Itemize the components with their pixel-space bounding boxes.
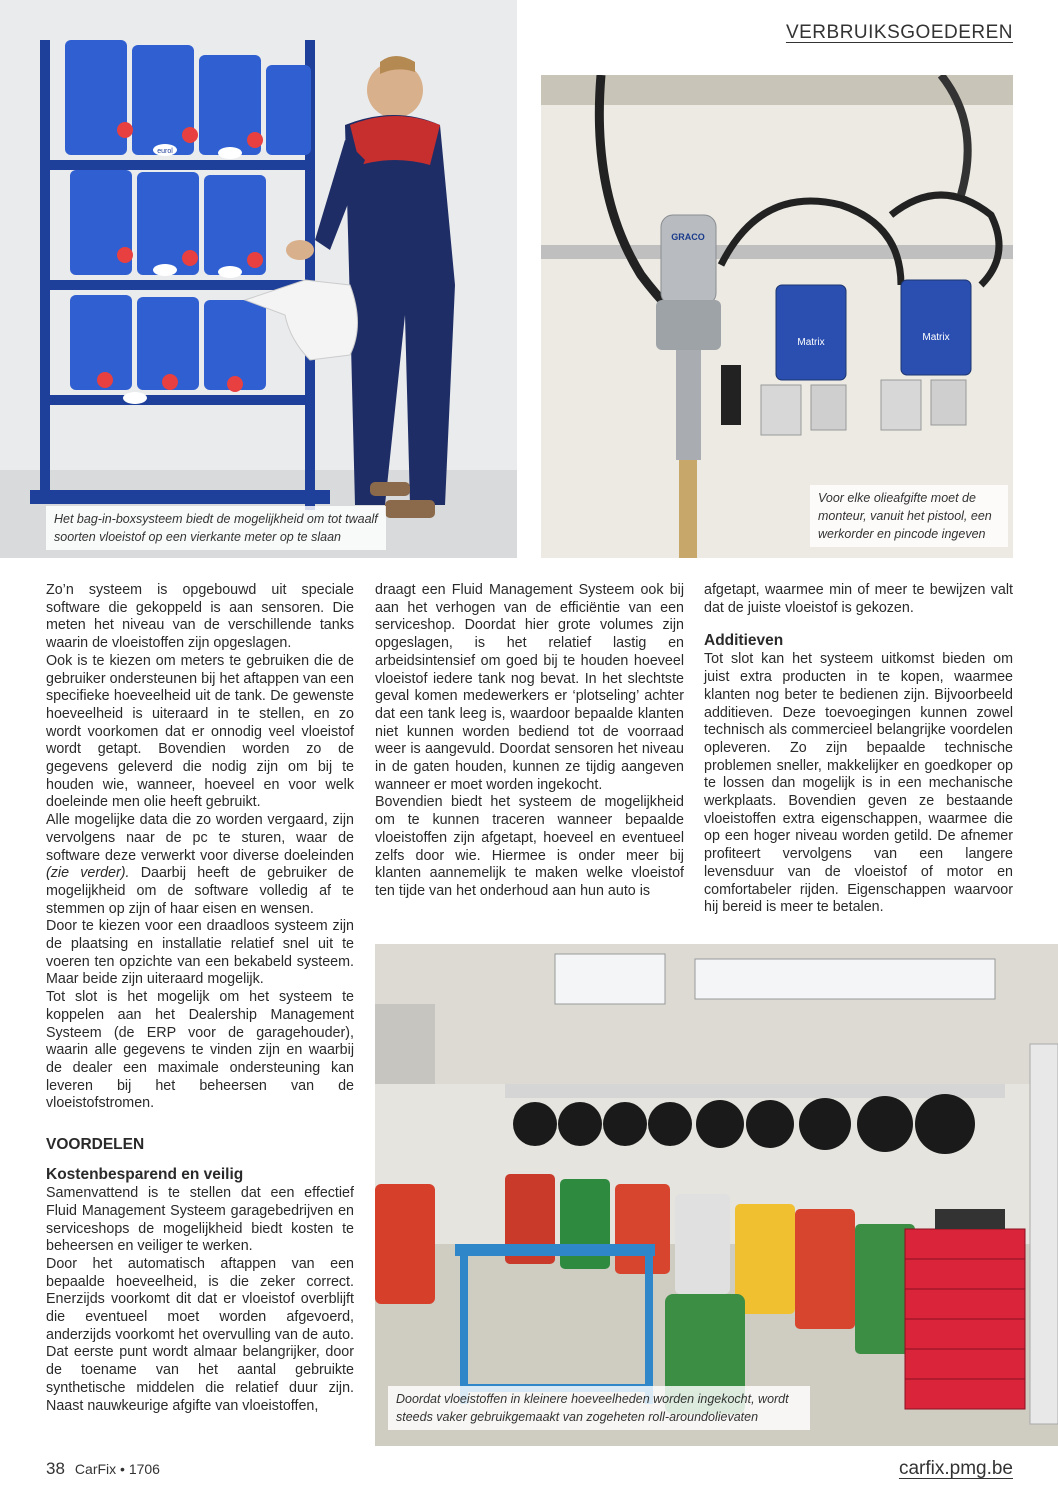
column-3	[704, 582, 1013, 917]
paragraph: Bovendien biedt het systeem de mogelijkheid om te kunnen traceren wanneer bepaalde vloeistoffen zijn afgetapt, hoeveel en eventueel zelfs door wie. Hiermee is onder meer bij klanten aannemelijk te maken welke vloeistof ten tijde van het onderhoud aan hun auto is	[375, 794, 684, 899]
workshop-caption: Doordat vloeistoffen in kleinere hoeveelheden worden ingekocht, wordt steeds vaker gebruikgemaakt van zogeheten roll-aroundolievaten	[388, 1386, 810, 1430]
paragraph: Door te kiezen voor een draadloos systeem zijn de plaatsing en installatie relatief snel uit te voeren ten opzichte van een bekabeld systeem. Maar beide zijn uiteraard mogelijk.	[46, 918, 354, 988]
paragraph	[46, 812, 354, 918]
paragraph: Samenvattend is te stellen dat een effectief Fluid Management Systeem garagebedrijven en serviceshops de mogelijkheid biedt kosten te beheersen en veiliger te werken.	[46, 1185, 354, 1255]
section-label: VERBRUIKSGOEDEREN	[785, 22, 1013, 43]
pump-caption: Voor elke olieafgifte moet de monteur, vanuit het pistool, een werkorder en pincode ingeven	[810, 485, 1008, 547]
magazine-issue: CarFix • 1706	[74, 1461, 160, 1477]
column-1	[46, 582, 354, 1415]
paragraph: Door het automatisch aftappen van een bepaalde hoeveelheid, is die zeker correct. Enerzijds voorkomt dit dat er vloeistof overblijft die eventueel moet worden afgevoerd, anderzijds voorkomt het overvulling van de auto. Dat eerste punt wordt almaar belangrijker, door de toename van het aantal gebruikte synthetische middelen die relatief duur zijn. Naast nauwkeurige afgifte van vloeistoffen,	[46, 1255, 354, 1414]
rack-caption: Het bag-in-boxsysteem biedt de mogelijkheid om tot twaalf soorten vloeistof op een vierkante meter op te slaan	[46, 506, 386, 550]
paragraph: Ook is te kiezen om meters te gebruiken die de gebruiker ondersteunen bij het aftappen van een specifieke hoeveelheid uit de tank. De gewenste hoeveelheid is uiteraard in te stellen, en zo wordt voorkomen dat er onnodig veel vloeistof wordt getapt. Bovendien worden zo de gegevens geleverd die nodig zijn om bij te houden wie, wanneer, hoeveel en voor welk doeleinde men olie heeft gebruikt.	[46, 652, 354, 811]
matrix-label-2: Matrix	[922, 332, 950, 343]
paragraph: draagt een Fluid Management Systeem ook bij aan het verhogen van de efficiëntie van een serviceshop. Doordat hier grote volumes zijn opgeslagen, is het relatief lastig en arbeidsintensief om goed bij te houden hoeveel vloeistof iedere tank nog bevat. In het slechtste geval komen medewerkers er ‘plotseling’ achter dat een tank leeg is, waardoor bepaalde klanten niet kunnen worden bediend tot de voorraad weer is aangevuld. Doordat sensoren het niveau in de gaten houden, kunnen ze tijdig aangeven wanneer er moet worden ingekocht.	[375, 582, 684, 793]
cross-reference: (zie verder).	[46, 865, 130, 882]
website-link[interactable]: carfix.pmg.be	[898, 1458, 1013, 1479]
workshop-photo	[375, 944, 1058, 1446]
paragraph: afgetapt, waarmee min of meer te bewijzen valt dat de juiste vloeistof is gekozen.	[704, 582, 1013, 616]
heading-kostenbesparend: Kostenbesparend en veilig	[46, 1166, 244, 1184]
paragraph: Zo’n systeem is opgebouwd uit speciale software die gekoppeld is aan sensoren. Die meten het niveau van de verschillende tanks waarin de vloeistoffen zijn opgeslagen.	[46, 582, 354, 652]
matrix-label-1: Matrix	[797, 337, 825, 348]
column-2	[375, 582, 684, 901]
footer-left	[46, 1459, 160, 1479]
paragraph: Tot slot kan het systeem uitkomst bieden om juist extra producten in te kopen, waarmee klanten nog beter te bedienen zijn. Bijvoorbeeld additieven. Deze toevoegingen kunnen zowel technisch als commercieel belangrijke voordelen opleveren. Zo zijn bepaalde technische problemen sneller, makkelijker en goedkoper op te lossen dan mogelijk is in een mechanische werkplaats. Bovendien geven ze bestaande vloeistoffen extra eigenschappen, waarmee die op een hoger niveau worden getild. De afnemer profiteert vervolgens van een langere levensduur van de vloeistof of motor en comfortabeler rijden. Eigenschappen waarvoor hij bereid is meer te betalen.	[704, 651, 1013, 916]
graco-label: GRACO	[671, 232, 705, 242]
eurol-logo: eurol	[157, 148, 173, 155]
heading-voordelen: VOORDELEN	[46, 1136, 145, 1154]
rack-photo	[0, 0, 517, 558]
paragraph-text: Alle mogelijke data die zo worden vergaard, zijn vervolgens naar de pc te sturen, waar de software deze verwerkt voor diverse doeleinden	[46, 812, 354, 864]
page-number: 38	[46, 1459, 65, 1478]
paragraph: Tot slot is het mogelijk om het systeem te koppelen aan het Dealership Management Systeem (de ERP voor de garagehouder), waarin alle gegevens te vinden zijn en waarbij de dealer een maximale ondersteuning kan leveren bij het beheersen van de vloeistofstromen.	[46, 989, 354, 1112]
paragraph-text: Daarbij heeft de gebruiker de mogelijkheid om de software volledig af te stemmen op zijn of haar eisen en wensen.	[46, 865, 354, 917]
heading-additieven: Additieven	[704, 632, 784, 650]
